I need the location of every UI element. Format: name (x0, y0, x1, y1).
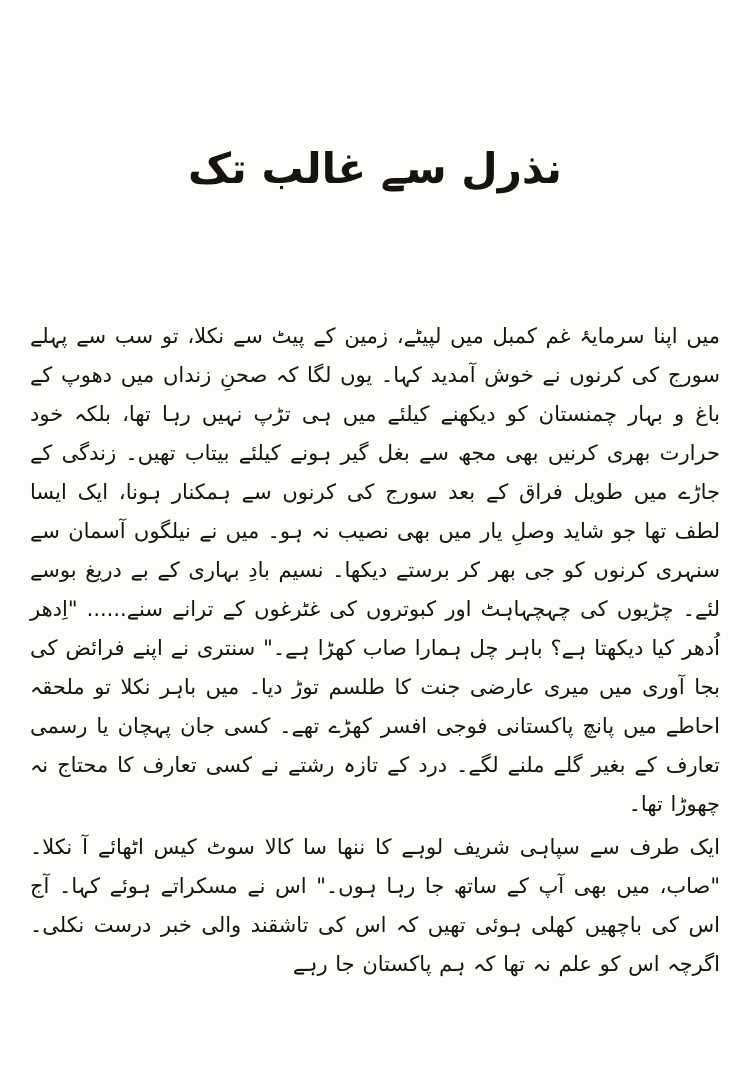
paragraph: ایک طرف سے سپاہی شریف لوہے کا ننھا سا کالا سوٹ کیس اٹھائے آ نکلا۔ "صاب، میں بھی آپ کے ساتھ جا رہا ہوں۔" اس نے مسکراتے ہوئے کہا۔ آج اس کی باچھیں کھلی ہوئی تھیں کہ اس کی تاشقند والی خبر درست نکلی۔ اگرچہ اس کو علم نہ تھا کہ ہم پاکستان جا رہے (30, 834, 720, 976)
paragraph: میں اپنا سرمایۂ غم کمبل میں لپیٹے، زمین کے پیٹ سے نکلا، تو سب سے پہلے سورج کی کرنوں نے خوش آمدید کہا۔ یوں لگا کہ صحنِ زنداں میں دھوپ کے باغ و بہار چمنستان کو دیکھنے کیلئے میں ہی تڑپ نہیں رہا تھا، بلکہ خود حرارت بھری کرنیں بھی مجھ سے بغل گیر ہونے کیلئے بیتاب تھیں۔ زندگی کے جاڑے میں طویل فراق کے بعد سورج کی کرنوں سے ہمکنار ہونا، ایک ایسا لطف تھا جو شاید وصلِ یار میں بھی نصیب نہ ہو۔ میں نے نیلگوں آسمان سے سنہری کرنوں کو جی بھر کر برستے دیکھا۔ نسیم بادِ بہاری کے بے دریغ بوسے لئے۔ چڑیوں کی چہچہاہٹ اور کبوتروں کی غٹرغوں کے ترانے سنے...... "اِدھر اُدھر کیا دیکھتا ہے؟ باہر چل ہمارا صاب کھڑا ہے۔" سنتری نے اپنے فرائض کی بجا آوری میں میری عارضی جنت کا طلسم توڑ دیا۔ میں باہر نکلا تو ملحقہ احاطے میں پانچ پاکستانی فوجی افسر کھڑے تھے۔ کسی جان پہچان یا رسمی تعارف کے بغیر گلے ملنے لگے۔ درد کے تازہ رشتے نے کسی تعارف کا محتاج نہ چھوڑا تھا۔ (30, 323, 720, 816)
page-title: نذرل سے غالب تک (188, 144, 562, 193)
